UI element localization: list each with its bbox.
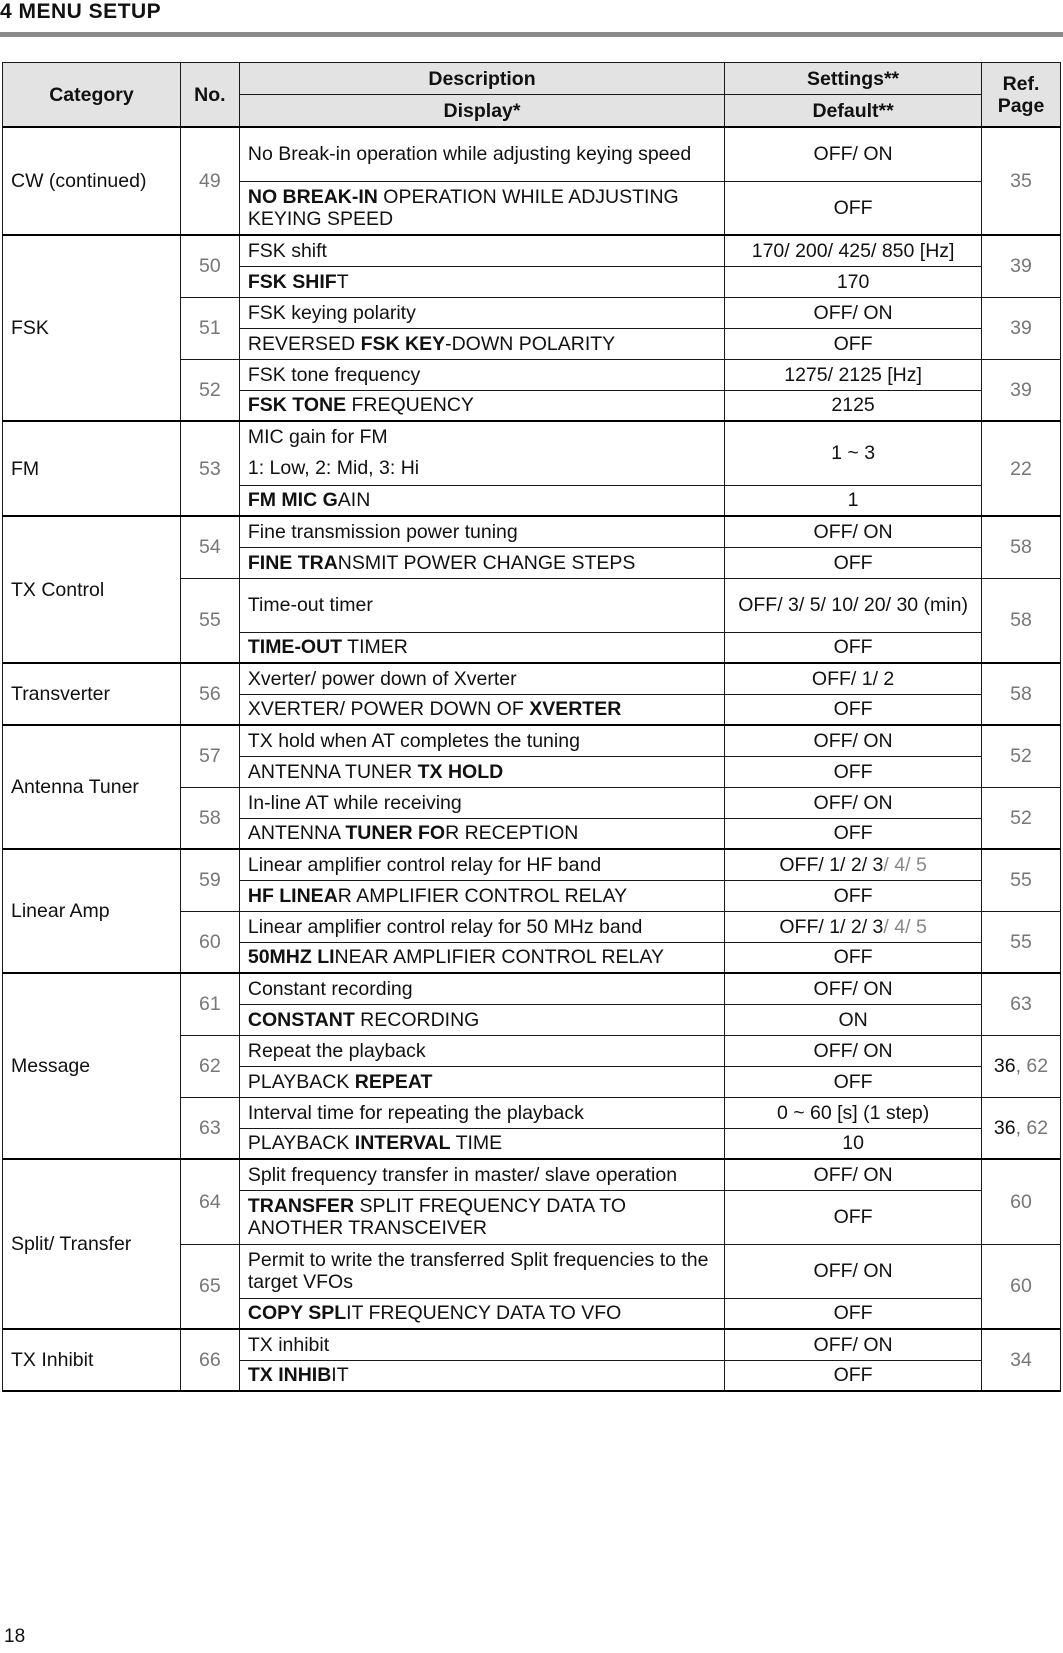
display-abbrev: TUNER FO bbox=[345, 822, 446, 845]
settings-cell: OFF/ 1/ 2 bbox=[725, 663, 982, 694]
display-rest: -DOWN POLARITY bbox=[445, 332, 616, 355]
menu-number: 54 bbox=[180, 516, 239, 578]
settings-cell: OFF/ ON bbox=[725, 973, 982, 1004]
menu-number: 64 bbox=[180, 1159, 239, 1244]
settings-cell: OFF/ ON bbox=[725, 127, 982, 181]
display-abbrev: FINE TRA bbox=[247, 551, 338, 574]
description-cell: Linear amplifier control relay for HF band bbox=[239, 849, 724, 880]
display-abbrev: TRANSFER bbox=[247, 1195, 355, 1217]
default-cell: 2125 bbox=[725, 390, 982, 421]
ref-page-cell: 39 bbox=[982, 359, 1061, 421]
display-prefix: PLAYBACK bbox=[247, 1132, 355, 1155]
display-rest: NSMIT POWER CHANGE STEPS bbox=[337, 551, 636, 574]
display-cell bbox=[239, 632, 724, 663]
settings-cell: OFF/ ON bbox=[725, 1244, 982, 1298]
display-cell bbox=[239, 694, 724, 725]
display-rest: AIN bbox=[337, 489, 371, 512]
description-line: 1: Low, 2: Mid, 3: Hi bbox=[247, 457, 420, 480]
menu-number: 59 bbox=[180, 849, 239, 911]
display-cell bbox=[239, 390, 724, 421]
settings-cell bbox=[725, 911, 982, 942]
page-number: 18 bbox=[4, 1626, 26, 1647]
category-cell: TX Inhibit bbox=[3, 1329, 181, 1391]
ref-page-cell: 60 bbox=[982, 1159, 1061, 1244]
ref-page-cell: 63 bbox=[982, 973, 1061, 1035]
settings-cell: OFF/ ON bbox=[725, 1159, 982, 1190]
display-rest: RECORDING bbox=[354, 1008, 480, 1031]
category-cell: TX Control bbox=[3, 516, 181, 663]
default-cell: 170 bbox=[725, 266, 982, 297]
default-cell: 1 bbox=[725, 485, 982, 516]
ref-page-cell: 52 bbox=[982, 725, 1061, 787]
display-prefix: ANTENNA bbox=[247, 822, 346, 845]
menu-number: 60 bbox=[180, 911, 239, 973]
header-settings: Settings** bbox=[725, 63, 982, 95]
description-cell: Permit to write the transferred Split frequencies to the target VFOs bbox=[239, 1244, 724, 1298]
display-abbrev: REPEAT bbox=[354, 1070, 433, 1093]
display-prefix: PLAYBACK bbox=[247, 1070, 355, 1093]
display-cell bbox=[239, 880, 724, 911]
default-cell: 10 bbox=[725, 1128, 982, 1159]
display-cell bbox=[239, 1066, 724, 1097]
settings-cell: OFF/ ON bbox=[725, 1035, 982, 1066]
description-cell: FSK keying polarity bbox=[239, 297, 724, 328]
display-abbrev: FM MIC G bbox=[247, 489, 338, 512]
category-cell: Transverter bbox=[3, 663, 181, 725]
description-cell: No Break-in operation while adjusting keying speed bbox=[239, 127, 724, 181]
display-abbrev: TX INHIB bbox=[247, 1364, 332, 1387]
settings-optional: / 4/ 5 bbox=[883, 915, 927, 938]
description-cell: Linear amplifier control relay for 50 MHz band bbox=[239, 911, 724, 942]
category-cell: Linear Amp bbox=[3, 849, 181, 973]
display-rest: TIMER bbox=[342, 636, 408, 659]
ref-page-cell: 22 bbox=[982, 421, 1061, 516]
display-rest: SPLIT FREQUENCY DATA TO ANOTHER TRANSCEIVER bbox=[247, 1195, 627, 1239]
settings-main: OFF/ 1/ 2/ 3 bbox=[779, 853, 884, 876]
settings-cell: OFF/ ON bbox=[725, 297, 982, 328]
display-cell bbox=[239, 1298, 724, 1329]
page-title: 4 MENU SETUP bbox=[0, 0, 162, 23]
ref-page-extra: , 62 bbox=[1015, 1055, 1049, 1077]
ref-page-cell bbox=[982, 1035, 1061, 1097]
display-prefix: REVERSED bbox=[247, 332, 361, 355]
category-cell: FSK bbox=[3, 235, 181, 421]
display-cell bbox=[239, 266, 724, 297]
description-cell: Repeat the playback bbox=[239, 1035, 724, 1066]
display-abbrev: HF LINEA bbox=[247, 884, 338, 907]
menu-number: 53 bbox=[180, 421, 239, 516]
display-prefix: XVERTER/ POWER DOWN OF bbox=[247, 698, 530, 721]
category-cell: FM bbox=[3, 421, 181, 516]
category-cell: Split/ Transfer bbox=[3, 1159, 181, 1329]
display-cell bbox=[239, 1004, 724, 1035]
settings-cell: OFF/ ON bbox=[725, 725, 982, 756]
display-cell bbox=[239, 485, 724, 516]
display-cell bbox=[239, 1360, 724, 1391]
display-abbrev: 50MHZ LI bbox=[247, 946, 335, 969]
ref-page-cell: 58 bbox=[982, 578, 1061, 663]
menu-number: 62 bbox=[180, 1035, 239, 1097]
ref-page-cell: 35 bbox=[982, 127, 1061, 235]
display-abbrev: FSK KEY bbox=[360, 332, 446, 355]
default-cell: OFF bbox=[725, 1066, 982, 1097]
display-rest: IT bbox=[331, 1364, 349, 1387]
display-cell bbox=[239, 547, 724, 578]
menu-number: 63 bbox=[180, 1097, 239, 1159]
display-prefix: ANTENNA TUNER bbox=[247, 760, 418, 783]
ref-page-cell: 39 bbox=[982, 235, 1061, 297]
description-line: MIC gain for FM bbox=[247, 426, 388, 449]
display-cell bbox=[239, 756, 724, 787]
display-rest: NEAR AMPLIFIER CONTROL RELAY bbox=[334, 946, 664, 969]
description-cell: Split frequency transfer in master/ slave operation bbox=[239, 1159, 724, 1190]
display-abbrev: INTERVAL bbox=[354, 1132, 451, 1155]
default-cell: OFF bbox=[725, 181, 982, 235]
display-rest: OPERATION WHILE ADJUSTING KEYING SPEED bbox=[247, 185, 679, 230]
menu-number: 61 bbox=[180, 973, 239, 1035]
header-description: Description bbox=[239, 63, 724, 95]
settings-cell: OFF/ ON bbox=[725, 1329, 982, 1360]
default-cell: OFF bbox=[725, 756, 982, 787]
display-rest: TIME bbox=[450, 1132, 503, 1155]
ref-page-cell: 55 bbox=[982, 911, 1061, 973]
display-rest: R RECEPTION bbox=[445, 822, 579, 845]
ref-page-cell: 39 bbox=[982, 297, 1061, 359]
default-cell: OFF bbox=[725, 328, 982, 359]
menu-number: 52 bbox=[180, 359, 239, 421]
header-default: Default** bbox=[725, 95, 982, 128]
display-abbrev: XVERTER bbox=[529, 698, 622, 721]
settings-cell: 170/ 200/ 425/ 850 [Hz] bbox=[725, 235, 982, 266]
menu-number: 58 bbox=[180, 787, 239, 849]
header-no: No. bbox=[180, 63, 239, 128]
ref-page-extra: , 62 bbox=[1015, 1116, 1049, 1139]
default-cell: OFF bbox=[725, 547, 982, 578]
description-cell: FSK tone frequency bbox=[239, 359, 724, 390]
display-cell bbox=[239, 818, 724, 849]
default-cell: OFF bbox=[725, 1190, 982, 1244]
display-abbrev: NO BREAK-IN bbox=[247, 185, 378, 208]
menu-number: 55 bbox=[180, 578, 239, 663]
default-cell: OFF bbox=[725, 632, 982, 663]
display-abbrev: FSK TONE bbox=[247, 394, 347, 417]
default-cell: OFF bbox=[725, 818, 982, 849]
header-category: Category bbox=[3, 63, 181, 128]
settings-main: OFF/ 1/ 2/ 3 bbox=[779, 915, 884, 938]
display-abbrev: TIME-OUT bbox=[247, 636, 343, 659]
category-cell: Message bbox=[3, 973, 181, 1159]
display-rest: IT FREQUENCY DATA TO VFO bbox=[346, 1302, 622, 1325]
display-abbrev: COPY SPL bbox=[247, 1302, 347, 1325]
default-cell: OFF bbox=[725, 1360, 982, 1391]
ref-page-cell bbox=[982, 1097, 1061, 1159]
settings-cell: 1275/ 2125 [Hz] bbox=[725, 359, 982, 390]
settings-cell: OFF/ 3/ 5/ 10/ 20/ 30 (min) bbox=[725, 578, 982, 632]
menu-number: 65 bbox=[180, 1244, 239, 1329]
title-divider bbox=[0, 32, 1063, 37]
menu-number: 56 bbox=[180, 663, 239, 725]
category-cell: CW (continued) bbox=[3, 127, 181, 235]
menu-number: 66 bbox=[180, 1329, 239, 1391]
display-rest: R AMPLIFIER CONTROL RELAY bbox=[337, 884, 628, 907]
settings-cell bbox=[725, 849, 982, 880]
default-cell: OFF bbox=[725, 942, 982, 973]
display-cell bbox=[239, 1190, 724, 1244]
menu-number: 51 bbox=[180, 297, 239, 359]
description-cell: TX hold when AT completes the tuning bbox=[239, 725, 724, 756]
description-cell: Constant recording bbox=[239, 973, 724, 1004]
menu-number: 50 bbox=[180, 235, 239, 297]
display-cell bbox=[239, 328, 724, 359]
menu-setup-table bbox=[2, 62, 1061, 1392]
settings-cell: OFF/ ON bbox=[725, 516, 982, 547]
display-cell bbox=[239, 181, 724, 235]
ref-page-main: 36 bbox=[993, 1055, 1016, 1077]
ref-page-main: 36 bbox=[993, 1116, 1016, 1139]
description-cell: Xverter/ power down of Xverter bbox=[239, 663, 724, 694]
display-abbrev: CONSTANT bbox=[247, 1008, 355, 1031]
default-cell: ON bbox=[725, 1004, 982, 1035]
default-cell: OFF bbox=[725, 694, 982, 725]
description-cell: Fine transmission power tuning bbox=[239, 516, 724, 547]
ref-page-cell: 60 bbox=[982, 1244, 1061, 1329]
description-cell: Time-out timer bbox=[239, 578, 724, 632]
display-rest: FREQUENCY bbox=[346, 394, 474, 417]
description-cell bbox=[239, 421, 724, 485]
display-cell bbox=[239, 1128, 724, 1159]
display-abbrev: FSK SHIF bbox=[247, 270, 337, 293]
display-cell bbox=[239, 942, 724, 973]
default-cell: OFF bbox=[725, 1298, 982, 1329]
display-rest: T bbox=[336, 270, 349, 293]
settings-cell: 1 ~ 3 bbox=[725, 421, 982, 485]
ref-page-cell: 52 bbox=[982, 787, 1061, 849]
ref-page-cell: 58 bbox=[982, 663, 1061, 725]
description-cell: In-line AT while receiving bbox=[239, 787, 724, 818]
menu-number: 49 bbox=[180, 127, 239, 235]
ref-page-cell: 34 bbox=[982, 1329, 1061, 1391]
settings-cell: 0 ~ 60 [s] (1 step) bbox=[725, 1097, 982, 1128]
header-display: Display* bbox=[239, 95, 724, 128]
description-cell: FSK shift bbox=[239, 235, 724, 266]
header-ref-page: Ref. Page bbox=[982, 63, 1061, 128]
ref-page-cell: 58 bbox=[982, 516, 1061, 578]
display-abbrev: TX HOLD bbox=[417, 760, 504, 783]
ref-page-cell: 55 bbox=[982, 849, 1061, 911]
description-cell: Interval time for repeating the playback bbox=[239, 1097, 724, 1128]
default-cell: OFF bbox=[725, 880, 982, 911]
settings-optional: / 4/ 5 bbox=[883, 853, 927, 876]
description-cell: TX inhibit bbox=[239, 1329, 724, 1360]
settings-cell: OFF/ ON bbox=[725, 787, 982, 818]
menu-number: 57 bbox=[180, 725, 239, 787]
category-cell: Antenna Tuner bbox=[3, 725, 181, 849]
